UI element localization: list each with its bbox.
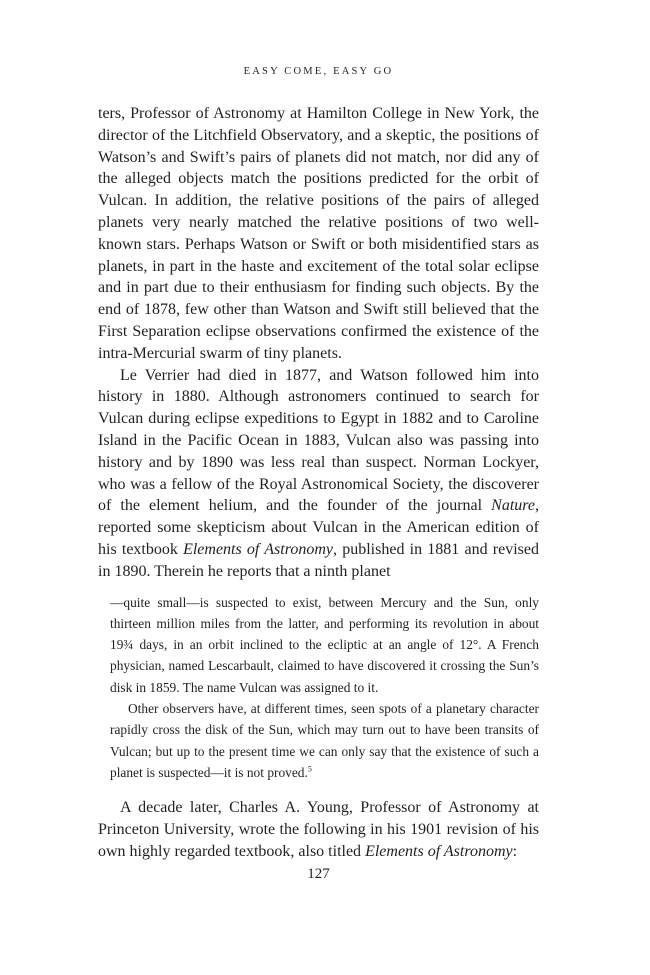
body-paragraph [98, 797, 539, 862]
book-title: Elements of Astronomy [365, 842, 513, 860]
paragraph-text: Le Verrier had died in 1877, and Watson followed him into history in 1880. Although astronomers continued to search for Vulcan during eclipse expeditions to Egypt in 1882 and to Caroline Island in the Pacific Ocean in 1883, Vulcan also was passing into history and by 1890 was less real than suspect. Norman Lockyer, who was a fellow of the Royal Astronomical Society, the discoverer of the element helium, and the founder of the journal [98, 366, 539, 515]
body-paragraph: ters, Professor of Astronomy at Hamilton College in New York, the director of the Litchfield Observatory, and a skeptic, the positions of Watson’s and Swift’s pairs of planets did not match, nor did any of the alleged objects match the positions predicted for the orbit of Vulcan. In addition, the relative positions of the pairs of alleged planets very nearly matched the relative positions of two well-known stars. Perhaps Watson or Swift or both misidentified stars as planets, in part in the haste and excitement of the total solar eclipse and in part due to their enthusiasm for finding such objects. By the end of 1878, few other than Watson and Swift still believed that the First Separation eclipse observations confirmed the existence of the intra-Mercurial swarm of tiny planets. [98, 105, 539, 362]
page-number: 127 [307, 866, 330, 882]
paragraph-text: A decade later, Charles A. Young, Professor of Astronomy at Princeton University, wrote the following in his 1901 revision of his own highly regarded textbook, also titled [98, 799, 539, 860]
paragraph-text: : [512, 842, 518, 860]
body-paragraph [98, 365, 539, 583]
running-head: EASY COME, EASY GO [243, 66, 394, 77]
paragraph-text: , published in 1881 and revised in 1890. Therein he reports that a ninth planet [98, 540, 540, 580]
paragraph-text: , reported some skepticism about Vulcan in the American edition of his textbook [98, 497, 539, 558]
footnote-reference[interactable]: 5 [307, 764, 312, 774]
journal-title: Nature [491, 497, 535, 515]
quote-paragraph: —quite small—is suspected to exist, between Mercury and the Sun, only thirteen million miles from the latter, and performing its revolution in about 19¾ days, in an orbit inclined to the ecliptic at an angle of 12°. A French physician, named Lescarbault, claimed to have discovered it crossing the Sun’s disk in 1859. The name Vulcan was assigned to it. [110, 594, 539, 695]
book-page [98, 66, 539, 863]
block-quote [110, 592, 539, 784]
quote-paragraph [110, 698, 539, 783]
quote-text: Other observers have, at different times, seen spots of a planetary character rapidly cross the disk of the Sun, which may turn out to have been transits of Vulcan; but up to the present time we can only say that the existence of such a planet is suspected—it is not proved. [110, 701, 539, 780]
book-title: Elements of Astronomy [183, 540, 334, 558]
